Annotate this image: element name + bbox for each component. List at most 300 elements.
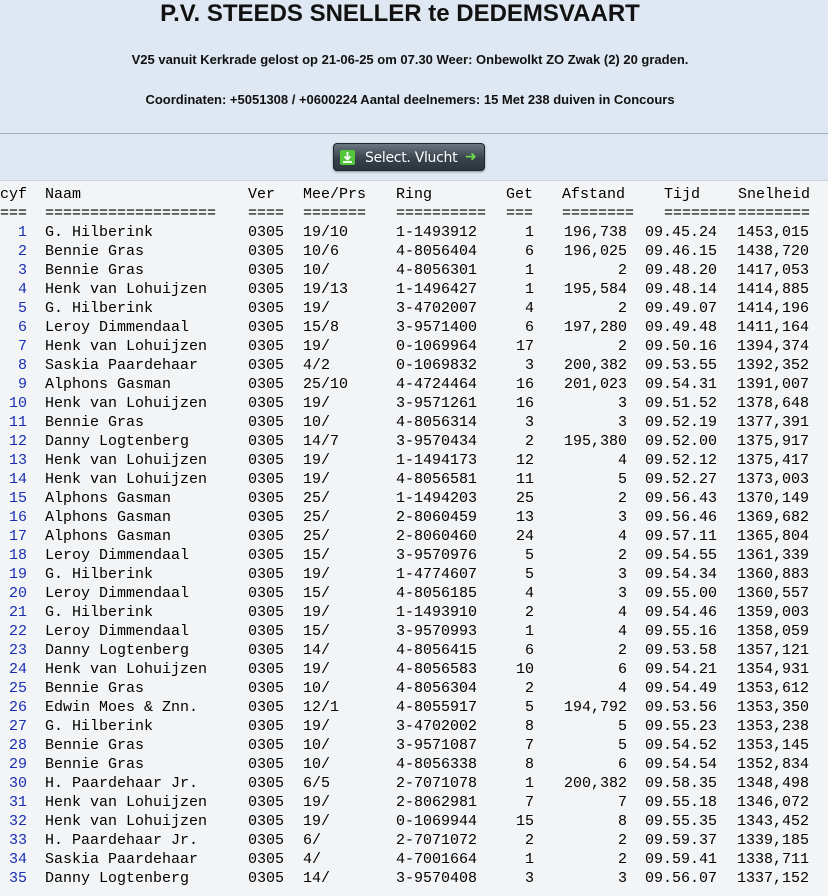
cell-ring: 4-8056338	[396, 756, 478, 773]
cell-cyf: 7	[17, 338, 27, 355]
cell-tijd: 09.56.07	[645, 870, 718, 887]
cell-ring: 0-1069832	[396, 357, 478, 374]
cell-ver: 0305	[248, 433, 285, 450]
cell-tijd: 09.53.58	[645, 642, 718, 659]
cell-ver: 0305	[248, 794, 285, 811]
cell-afstand: 4	[617, 680, 627, 697]
column-header: Get	[506, 186, 534, 203]
select-flight-label: Select. Vlucht	[365, 150, 458, 166]
cell-get: 15	[515, 813, 534, 830]
separator: ====	[248, 205, 285, 222]
cell-tijd: 09.46.15	[645, 243, 718, 260]
separator: ===	[0, 205, 28, 222]
cell-afstand: 7	[617, 794, 627, 811]
cell-tijd: 09.55.35	[645, 813, 718, 830]
cell-mee-prs: 19/	[303, 604, 331, 621]
cell-snelheid: 1352,834	[737, 756, 810, 773]
cell-snelheid: 1365,804	[737, 528, 810, 545]
cell-get: 5	[524, 547, 534, 564]
cell-mee-prs: 19/	[303, 718, 331, 735]
cell-get: 2	[524, 832, 534, 849]
cell-afstand: 2	[617, 547, 627, 564]
cell-get: 7	[524, 737, 534, 754]
cell-naam: Alphons Gasman	[45, 528, 172, 545]
column-header: Ver	[248, 186, 276, 203]
cell-get: 8	[524, 718, 534, 735]
column-header: Snelheid	[738, 186, 811, 203]
cell-naam: Bennie Gras	[45, 262, 145, 279]
cell-naam: Leroy Dimmendaal	[45, 547, 190, 564]
coordinates-info: Coordinaten: +5051308 / +0600224 Aantal deelnemers: 15 Met 238 duiven in Concours	[145, 92, 675, 107]
separator: ========	[562, 205, 635, 222]
cell-tijd: 09.49.48	[645, 319, 718, 336]
cell-mee-prs: 6/5	[303, 775, 331, 792]
cell-snelheid: 1392,352	[737, 357, 810, 374]
cell-cyf: 35	[8, 870, 27, 887]
cell-cyf: 19	[8, 566, 27, 583]
cell-naam: Bennie Gras	[45, 680, 145, 697]
cell-get: 11	[515, 471, 534, 488]
report-header	[0, 0, 828, 134]
cell-mee-prs: 19/	[303, 794, 331, 811]
cell-ver: 0305	[248, 262, 285, 279]
cell-naam: G. Hilberink	[45, 300, 154, 317]
cell-mee-prs: 19/	[303, 661, 331, 678]
cell-snelheid: 1375,417	[737, 452, 810, 469]
cell-cyf: 23	[8, 642, 27, 659]
cell-snelheid: 1353,238	[737, 718, 810, 735]
cell-ver: 0305	[248, 585, 285, 602]
cell-afstand: 2	[617, 851, 627, 868]
cell-mee-prs: 19/	[303, 395, 331, 412]
cell-tijd: 09.54.31	[645, 376, 718, 393]
cell-ver: 0305	[248, 490, 285, 507]
cell-get: 2	[524, 433, 534, 450]
cell-naam: Henk van Lohuijzen	[45, 794, 208, 811]
cell-snelheid: 1438,720	[737, 243, 810, 260]
cell-tijd: 09.53.55	[645, 357, 718, 374]
cell-ver: 0305	[248, 813, 285, 830]
cell-ver: 0305	[248, 623, 285, 640]
cell-naam: Leroy Dimmendaal	[45, 623, 190, 640]
cell-ring: 3-9570434	[396, 433, 478, 450]
cell-mee-prs: 6/	[303, 832, 322, 849]
cell-ver: 0305	[248, 414, 285, 431]
cell-snelheid: 1369,682	[737, 509, 810, 526]
cell-ring: 2-7071072	[396, 832, 478, 849]
cell-tijd: 09.55.18	[645, 794, 718, 811]
cell-tijd: 09.48.20	[645, 262, 718, 279]
cell-snelheid: 1339,185	[737, 832, 810, 849]
cell-cyf: 21	[8, 604, 27, 621]
column-header: Tijd	[664, 186, 701, 203]
cell-naam: Edwin Moes & Znn.	[45, 699, 199, 716]
cell-get: 12	[515, 452, 534, 469]
cell-ver: 0305	[248, 319, 285, 336]
toolbar	[0, 134, 828, 181]
cell-naam: Danny Logtenberg	[45, 642, 190, 659]
cell-ver: 0305	[248, 243, 285, 260]
cell-naam: Leroy Dimmendaal	[45, 319, 190, 336]
cell-get: 6	[524, 319, 534, 336]
cell-naam: Henk van Lohuijzen	[45, 471, 208, 488]
cell-ver: 0305	[248, 224, 285, 241]
cell-ver: 0305	[248, 851, 285, 868]
cell-cyf: 34	[8, 851, 27, 868]
select-flight-button[interactable]	[333, 143, 485, 171]
cell-snelheid: 1375,917	[737, 433, 810, 450]
cell-afstand: 2	[617, 338, 627, 355]
cell-snelheid: 1359,003	[737, 604, 810, 621]
cell-ver: 0305	[248, 699, 285, 716]
cell-naam: Bennie Gras	[45, 414, 145, 431]
cell-get: 1	[524, 775, 534, 792]
cell-ring: 4-4724464	[396, 376, 478, 393]
cell-mee-prs: 10/6	[303, 243, 340, 260]
cell-ver: 0305	[248, 775, 285, 792]
cell-snelheid: 1338,711	[737, 851, 810, 868]
cell-cyf: 26	[8, 699, 27, 716]
cell-ring: 1-1494203	[396, 490, 478, 507]
cell-tijd: 09.54.49	[645, 680, 718, 697]
cell-snelheid: 1353,350	[737, 699, 810, 716]
cell-ver: 0305	[248, 300, 285, 317]
cell-ring: 2-8060459	[396, 509, 478, 526]
cell-afstand: 196,738	[563, 224, 627, 241]
cell-ring: 4-8056185	[396, 585, 478, 602]
cell-get: 16	[515, 376, 534, 393]
cell-ring: 2-7071078	[396, 775, 478, 792]
cell-mee-prs: 25/	[303, 509, 331, 526]
column-header: Naam	[45, 186, 82, 203]
cell-naam: H. Paardehaar Jr.	[45, 775, 199, 792]
cell-mee-prs: 19/	[303, 566, 331, 583]
cell-snelheid: 1417,053	[737, 262, 810, 279]
column-header: Mee/Prs	[303, 186, 367, 203]
cell-afstand: 200,382	[563, 357, 627, 374]
cell-mee-prs: 10/	[303, 680, 331, 697]
cell-afstand: 3	[617, 585, 627, 602]
cell-get: 5	[524, 566, 534, 583]
cell-mee-prs: 25/10	[303, 376, 349, 393]
cell-cyf: 27	[8, 718, 27, 735]
cell-mee-prs: 19/10	[303, 224, 349, 241]
cell-snelheid: 1337,152	[737, 870, 810, 887]
cell-snelheid: 1378,648	[737, 395, 810, 412]
cell-mee-prs: 10/	[303, 737, 331, 754]
cell-tijd: 09.55.23	[645, 718, 718, 735]
cell-ring: 1-1493910	[396, 604, 478, 621]
cell-ver: 0305	[248, 509, 285, 526]
download-icon	[340, 150, 355, 165]
separator: ========	[664, 205, 737, 222]
separator: ===	[506, 205, 534, 222]
cell-cyf: 22	[8, 623, 27, 640]
cell-mee-prs: 15/8	[303, 319, 340, 336]
cell-get: 3	[524, 414, 534, 431]
cell-tijd: 09.50.16	[645, 338, 718, 355]
cell-snelheid: 1414,885	[737, 281, 810, 298]
cell-snelheid: 1453,015	[737, 224, 810, 241]
cell-ring: 3-9571261	[396, 395, 478, 412]
cell-ring: 3-4702007	[396, 300, 478, 317]
cell-tijd: 09.55.16	[645, 623, 718, 640]
cell-tijd: 09.56.43	[645, 490, 718, 507]
cell-naam: G. Hilberink	[45, 718, 154, 735]
cell-naam: Henk van Lohuijzen	[45, 813, 208, 830]
cell-mee-prs: 10/	[303, 756, 331, 773]
cell-ring: 3-9571400	[396, 319, 478, 336]
cell-mee-prs: 4/2	[303, 357, 331, 374]
arrow-right-icon: ➜	[465, 149, 477, 165]
cell-ver: 0305	[248, 642, 285, 659]
cell-ver: 0305	[248, 870, 285, 887]
cell-cyf: 8	[17, 357, 27, 374]
cell-ver: 0305	[248, 547, 285, 564]
cell-naam: Leroy Dimmendaal	[45, 585, 190, 602]
cell-afstand: 3	[617, 395, 627, 412]
cell-cyf: 10	[8, 395, 27, 412]
cell-afstand: 8	[617, 813, 627, 830]
column-header: cyf	[0, 186, 28, 203]
cell-snelheid: 1377,391	[737, 414, 810, 431]
cell-cyf: 17	[8, 528, 27, 545]
cell-naam: Henk van Lohuijzen	[45, 395, 208, 412]
cell-tijd: 09.54.34	[645, 566, 718, 583]
cell-ver: 0305	[248, 737, 285, 754]
cell-get: 10	[515, 661, 534, 678]
cell-tijd: 09.54.54	[645, 756, 718, 773]
cell-afstand: 3	[617, 870, 627, 887]
cell-naam: Saskia Paardehaar	[45, 851, 199, 868]
cell-cyf: 28	[8, 737, 27, 754]
cell-tijd: 09.54.46	[645, 604, 718, 621]
cell-get: 6	[524, 243, 534, 260]
cell-get: 1	[524, 281, 534, 298]
cell-naam: Henk van Lohuijzen	[45, 452, 208, 469]
cell-afstand: 2	[617, 832, 627, 849]
separator: ========	[738, 205, 811, 222]
cell-get: 4	[524, 300, 534, 317]
cell-ring: 4-8056583	[396, 661, 478, 678]
cell-ver: 0305	[248, 604, 285, 621]
cell-cyf: 12	[8, 433, 27, 450]
cell-ring: 3-9570976	[396, 547, 478, 564]
cell-tijd: 09.54.52	[645, 737, 718, 754]
cell-snelheid: 1391,007	[737, 376, 810, 393]
cell-cyf: 33	[8, 832, 27, 849]
page-title: P.V. STEEDS SNELLER te DEDEMSVAART	[160, 0, 640, 27]
cell-cyf: 4	[17, 281, 27, 298]
cell-mee-prs: 14/	[303, 642, 331, 659]
cell-afstand: 5	[617, 471, 627, 488]
cell-ver: 0305	[248, 718, 285, 735]
cell-naam: Alphons Gasman	[45, 376, 172, 393]
cell-snelheid: 1357,121	[737, 642, 810, 659]
cell-afstand: 6	[617, 756, 627, 773]
cell-cyf: 5	[17, 300, 27, 317]
cell-ring: 4-8056404	[396, 243, 478, 260]
cell-get: 5	[524, 699, 534, 716]
cell-snelheid: 1358,059	[737, 623, 810, 640]
cell-cyf: 6	[17, 319, 27, 336]
cell-tijd: 09.49.07	[645, 300, 718, 317]
cell-mee-prs: 10/	[303, 262, 331, 279]
cell-ver: 0305	[248, 756, 285, 773]
cell-afstand: 5	[617, 718, 627, 735]
cell-ver: 0305	[248, 357, 285, 374]
cell-mee-prs: 25/	[303, 490, 331, 507]
cell-get: 8	[524, 756, 534, 773]
cell-afstand: 2	[617, 262, 627, 279]
cell-naam: Bennie Gras	[45, 737, 145, 754]
cell-cyf: 18	[8, 547, 27, 564]
cell-cyf: 20	[8, 585, 27, 602]
cell-mee-prs: 15/	[303, 547, 331, 564]
cell-tijd: 09.58.35	[645, 775, 718, 792]
cell-tijd: 09.51.52	[645, 395, 718, 412]
cell-mee-prs: 15/	[303, 585, 331, 602]
cell-tijd: 09.52.00	[645, 433, 718, 450]
cell-snelheid: 1394,374	[737, 338, 810, 355]
cell-naam: Saskia Paardehaar	[45, 357, 199, 374]
cell-ring: 1-1493912	[396, 224, 478, 241]
separator: ===================	[45, 205, 217, 222]
cell-ver: 0305	[248, 832, 285, 849]
cell-mee-prs: 12/1	[303, 699, 340, 716]
cell-ver: 0305	[248, 395, 285, 412]
flight-info: V25 vanuit Kerkrade gelost op 21-06-25 om 07.30 Weer: Onbewolkt ZO Zwak (2) 20 graden.	[131, 52, 689, 67]
cell-afstand: 197,280	[563, 319, 627, 336]
column-header: Ring	[396, 186, 433, 203]
cell-ring: 2-8060460	[396, 528, 478, 545]
cell-ring: 3-9570993	[396, 623, 478, 640]
cell-tijd: 09.52.12	[645, 452, 718, 469]
cell-tijd: 09.59.37	[645, 832, 718, 849]
cell-snelheid: 1373,003	[737, 471, 810, 488]
cell-get: 16	[515, 395, 534, 412]
cell-cyf: 32	[8, 813, 27, 830]
cell-cyf: 30	[8, 775, 27, 792]
cell-mee-prs: 19/	[303, 300, 331, 317]
cell-naam: Alphons Gasman	[45, 509, 172, 526]
cell-mee-prs: 19/	[303, 813, 331, 830]
cell-cyf: 3	[17, 262, 27, 279]
cell-naam: Henk van Lohuijzen	[45, 338, 208, 355]
column-header: Afstand	[562, 186, 626, 203]
cell-afstand: 3	[617, 509, 627, 526]
cell-ver: 0305	[248, 281, 285, 298]
cell-snelheid: 1360,883	[737, 566, 810, 583]
cell-naam: Bennie Gras	[45, 756, 145, 773]
cell-cyf: 15	[8, 490, 27, 507]
cell-snelheid: 1354,931	[737, 661, 810, 678]
cell-afstand: 3	[617, 566, 627, 583]
cell-ver: 0305	[248, 452, 285, 469]
cell-cyf: 31	[8, 794, 27, 811]
cell-ver: 0305	[248, 528, 285, 545]
cell-get: 7	[524, 794, 534, 811]
cell-cyf: 1	[17, 224, 27, 241]
cell-afstand: 195,380	[563, 433, 627, 450]
cell-get: 25	[515, 490, 534, 507]
cell-get: 17	[515, 338, 534, 355]
cell-get: 1	[524, 224, 534, 241]
cell-get: 3	[524, 357, 534, 374]
cell-tijd: 09.54.21	[645, 661, 718, 678]
cell-cyf: 2	[17, 243, 27, 260]
cell-ring: 3-9571087	[396, 737, 478, 754]
cell-cyf: 16	[8, 509, 27, 526]
cell-ring: 0-1069964	[396, 338, 478, 355]
cell-afstand: 2	[617, 642, 627, 659]
cell-ring: 4-8056301	[396, 262, 478, 279]
cell-get: 3	[524, 870, 534, 887]
cell-tijd: 09.48.14	[645, 281, 718, 298]
cell-cyf: 13	[8, 452, 27, 469]
cell-cyf: 9	[17, 376, 27, 393]
cell-naam: Bennie Gras	[45, 243, 145, 260]
cell-ver: 0305	[248, 680, 285, 697]
cell-tijd: 09.54.55	[645, 547, 718, 564]
cell-ring: 1-4774607	[396, 566, 478, 583]
cell-mee-prs: 15/	[303, 623, 331, 640]
cell-naam: G. Hilberink	[45, 566, 154, 583]
cell-mee-prs: 19/	[303, 471, 331, 488]
cell-afstand: 2	[617, 300, 627, 317]
cell-ring: 4-8056304	[396, 680, 478, 697]
cell-snelheid: 1353,612	[737, 680, 810, 697]
cell-ring: 1-1494173	[396, 452, 478, 469]
cell-get: 24	[515, 528, 534, 545]
cell-get: 4	[524, 585, 534, 602]
cell-afstand: 195,584	[563, 281, 627, 298]
cell-ring: 3-9570408	[396, 870, 478, 887]
cell-ring: 2-8062981	[396, 794, 478, 811]
cell-mee-prs: 25/	[303, 528, 331, 545]
cell-get: 1	[524, 262, 534, 279]
cell-ring: 4-8056581	[396, 471, 478, 488]
cell-tijd: 09.52.19	[645, 414, 718, 431]
cell-naam: H. Paardehaar Jr.	[45, 832, 199, 849]
cell-snelheid: 1346,072	[737, 794, 810, 811]
cell-naam: Danny Logtenberg	[45, 870, 190, 887]
cell-cyf: 11	[8, 414, 27, 431]
cell-ver: 0305	[248, 376, 285, 393]
cell-get: 13	[515, 509, 534, 526]
cell-get: 1	[524, 623, 534, 640]
cell-ring: 4-8056415	[396, 642, 478, 659]
cell-afstand: 4	[617, 452, 627, 469]
cell-ring: 0-1069944	[396, 813, 478, 830]
cell-tijd: 09.59.41	[645, 851, 718, 868]
cell-afstand: 4	[617, 623, 627, 640]
cell-mee-prs: 14/	[303, 870, 331, 887]
cell-get: 1	[524, 851, 534, 868]
cell-snelheid: 1348,498	[737, 775, 810, 792]
cell-get: 6	[524, 642, 534, 659]
cell-snelheid: 1370,149	[737, 490, 810, 507]
cell-ring: 1-1496427	[396, 281, 478, 298]
cell-snelheid: 1360,557	[737, 585, 810, 602]
cell-afstand: 196,025	[563, 243, 627, 260]
cell-tijd: 09.53.56	[645, 699, 718, 716]
cell-snelheid: 1414,196	[737, 300, 810, 317]
cell-mee-prs: 4/	[303, 851, 322, 868]
cell-ring: 4-8056314	[396, 414, 478, 431]
cell-tijd: 09.52.27	[645, 471, 718, 488]
cell-mee-prs: 10/	[303, 414, 331, 431]
